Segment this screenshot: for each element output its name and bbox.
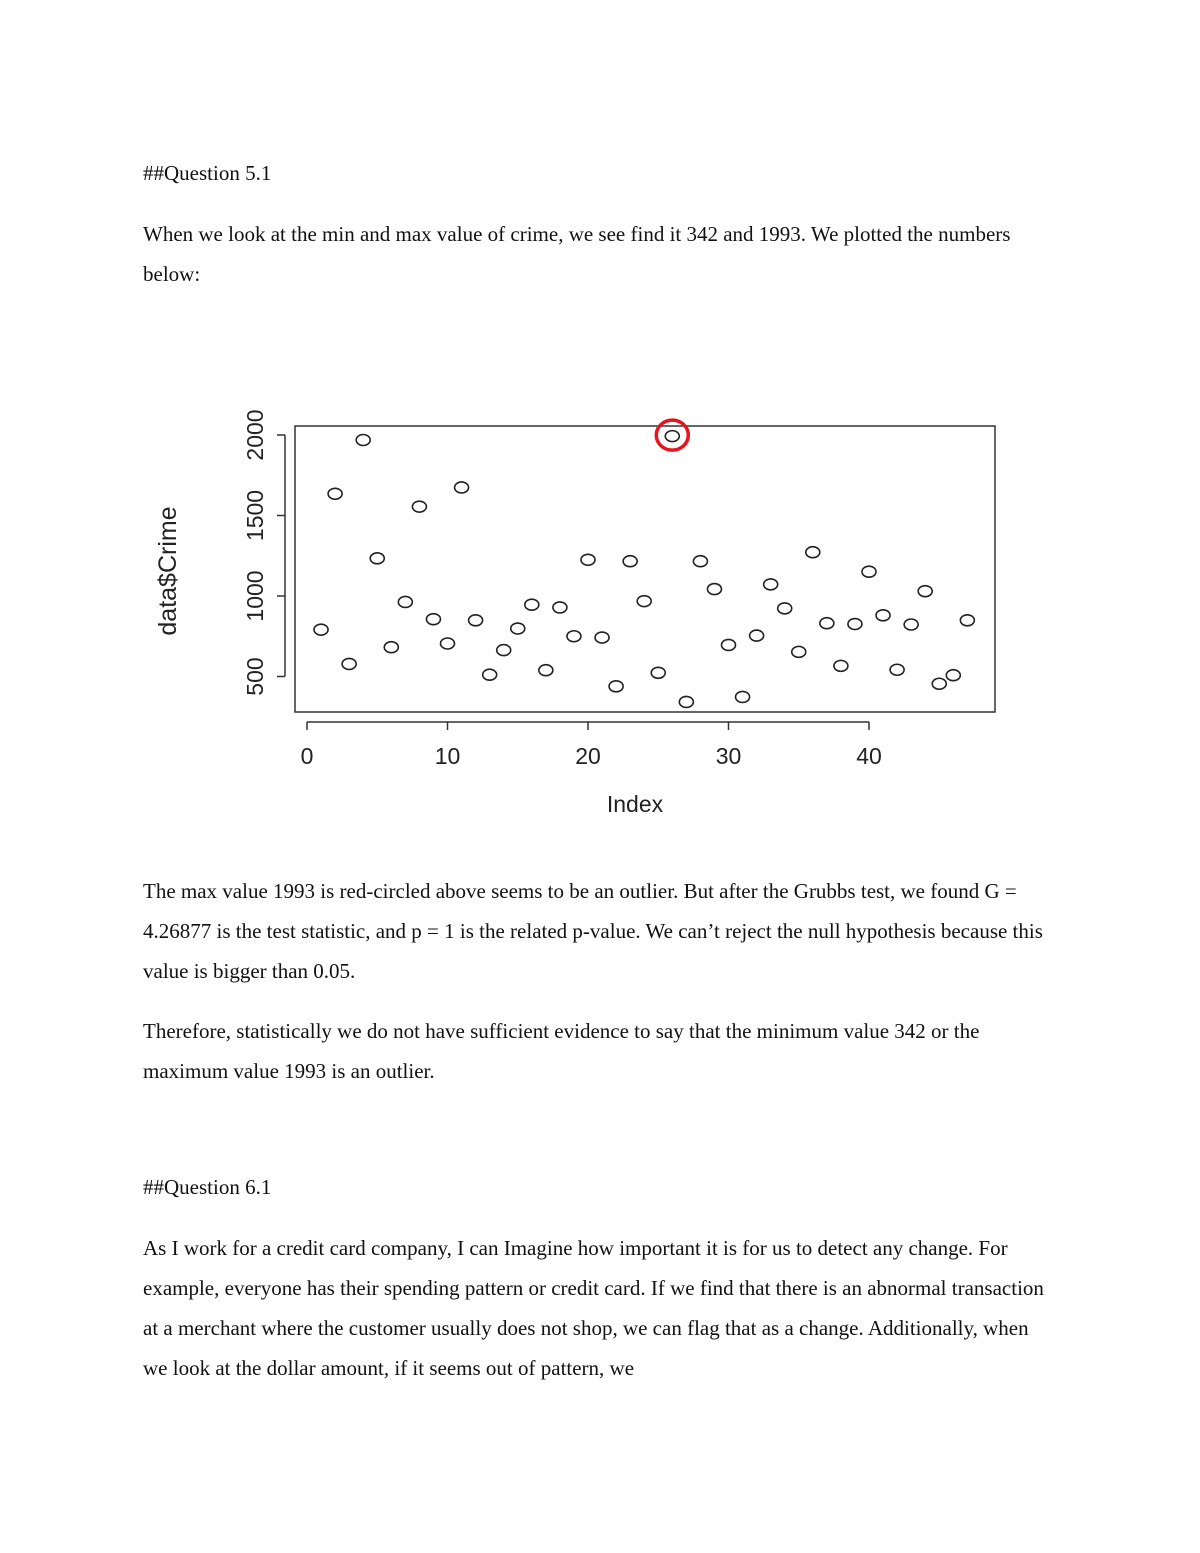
y-tick-label: 2000	[242, 409, 268, 461]
question-6-1-paragraph: As I work for a credit card company, I can Imagine how important it is for us to detect any change. For example, everyone has their spending pattern or credit card. If we find that there is an abnormal transaction at a merchant where the customer usually does not shop, we can flag that as a change. Additionally, when we look at the dollar amount, if it seems out of pattern, we	[143, 1236, 1044, 1380]
data-point	[960, 615, 974, 626]
data-point	[918, 586, 932, 597]
data-point	[581, 554, 595, 565]
data-point	[665, 431, 679, 442]
data-point	[820, 618, 834, 629]
data-point	[370, 553, 384, 564]
y-axis-label: data$Crime	[154, 506, 182, 636]
data-point	[876, 610, 890, 621]
plot-axes	[154, 409, 995, 817]
data-point	[384, 642, 398, 653]
data-point	[904, 619, 918, 630]
data-point	[455, 482, 469, 493]
data-point	[356, 434, 370, 445]
x-tick-label: 40	[856, 743, 882, 769]
data-point	[553, 602, 567, 613]
crime-scatter-plot	[140, 400, 1020, 840]
data-point	[497, 645, 511, 656]
x-tick-label: 0	[300, 743, 314, 769]
data-point	[398, 596, 412, 607]
question-5-1-intro-paragraph: When we look at the min and max value of crime, we see find it 342 and 1993. We plotted the numbers below:	[143, 222, 1011, 286]
x-tick-label: 20	[575, 743, 601, 769]
data-point	[848, 619, 862, 630]
data-point	[693, 556, 707, 567]
x-tick-label: 30	[715, 743, 742, 769]
data-point	[441, 638, 455, 649]
data-point	[609, 681, 623, 692]
data-point	[342, 658, 356, 669]
data-point	[806, 547, 820, 558]
data-point	[511, 623, 525, 634]
data-point	[679, 696, 693, 707]
data-point	[595, 632, 609, 643]
data-point	[623, 556, 637, 567]
data-point	[890, 664, 904, 675]
question-6-1-heading: ##Question 6.1	[143, 1175, 272, 1199]
data-point	[736, 691, 750, 702]
data-point	[426, 614, 440, 625]
question-5-1-conclusion-paragraph: Therefore, statistically we do not have sufficient evidence to say that the minimum value 342 or the maximum value 1993 is an outlier.	[143, 1019, 980, 1083]
data-point	[567, 631, 581, 642]
y-tick-label: 1500	[242, 489, 268, 542]
x-axis-label: Index	[606, 791, 664, 817]
outlier-highlight-circle	[656, 420, 688, 450]
y-tick-label: 500	[242, 657, 268, 696]
question-5-1-heading: ##Question 5.1	[143, 161, 272, 185]
plot-points	[314, 420, 974, 707]
question-5-1-result-paragraph: The max value 1993 is red-circled above seems to be an outlier. But after the Grubbs test, we found G = 4.26877 is the test statistic, and p = 1 is the related p-value. We can’t reject the null hypothesis because this value is bigger than 0.05.	[143, 879, 1043, 983]
data-point	[707, 584, 721, 595]
data-point	[792, 646, 806, 657]
data-point	[778, 603, 792, 614]
x-tick-label: 10	[434, 743, 461, 769]
data-point	[764, 579, 778, 590]
data-point	[525, 599, 539, 610]
data-point	[637, 596, 651, 607]
data-point	[932, 678, 946, 689]
data-point	[314, 624, 328, 635]
data-point	[834, 660, 848, 671]
data-point	[862, 566, 876, 577]
y-tick-label: 1000	[242, 570, 268, 622]
data-point	[539, 665, 553, 676]
data-point	[469, 615, 483, 626]
data-point	[946, 670, 960, 681]
data-point	[750, 630, 764, 641]
data-point	[412, 501, 426, 512]
data-point	[722, 639, 736, 650]
data-point	[328, 488, 342, 499]
data-point	[651, 667, 665, 678]
data-point	[483, 669, 497, 680]
